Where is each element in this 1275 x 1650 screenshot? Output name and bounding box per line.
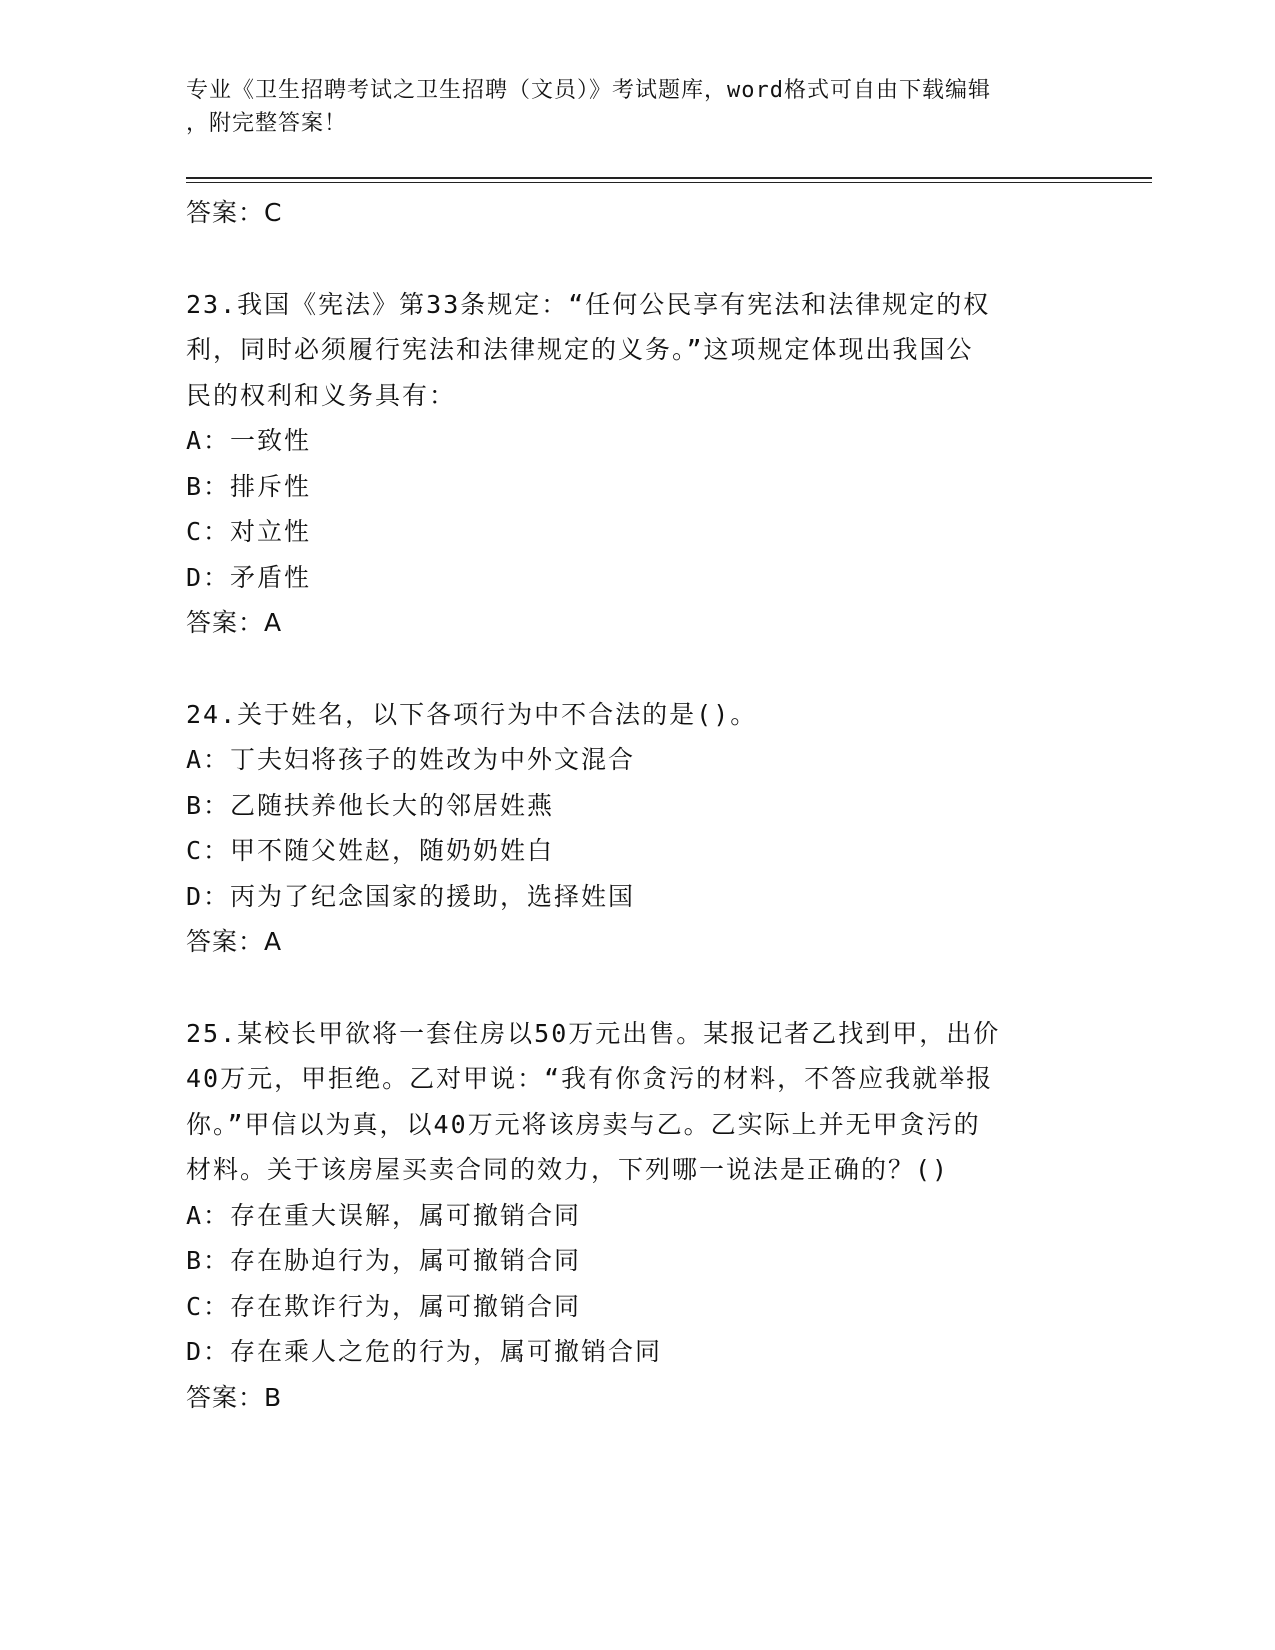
question-stem-line: 民的权利和义务具有： [186, 380, 457, 410]
question-stem-line: 25.某校长甲欲将一套住房以50万元出售。某报记者乙找到甲，出价 [186, 1018, 1001, 1048]
option-c: C：甲不随父姓赵，随奶奶姓白 [186, 836, 555, 865]
answer-q25: 答案：B [186, 1382, 283, 1412]
answer-q23: 答案：A [186, 608, 283, 637]
header-divider-thin [186, 182, 1152, 183]
option-d: D：丙为了纪念国家的援助，选择姓国 [186, 881, 636, 911]
option-b: B：存在胁迫行为，属可撤销合同 [186, 1246, 582, 1275]
option-b: B：乙随扶养他长大的邻居姓燕 [186, 790, 555, 820]
question-stem-line: 24.关于姓名，以下各项行为中不合法的是()。 [186, 699, 758, 729]
header-line-2: ，附完整答案！ [186, 111, 348, 136]
question-stem-line: 你。”甲信以为真，以40万元将该房卖与乙。乙实际上并无甲贪污的 [186, 1109, 981, 1139]
option-d: D：存在乘人之危的行为，属可撤销合同 [186, 1337, 663, 1366]
question-25 [186, 1011, 1086, 1421]
header-divider [186, 177, 1152, 179]
option-c: C：对立性 [186, 517, 312, 546]
question-stem-line: 材料。关于该房屋买卖合同的效力，下列哪一说法是正确的？() [186, 1155, 950, 1184]
question-stem-line: 利，同时必须履行宪法和法律规定的义务。”这项规定体现出我国公 [186, 335, 974, 364]
option-a: A：一致性 [186, 426, 312, 455]
option-a: A：丁夫妇将孩子的姓改为中外文混合 [186, 745, 636, 774]
question-stem-line: 40万元，甲拒绝。乙对甲说：“我有你贪污的材料，不答应我就举报 [186, 1064, 994, 1093]
question-list [186, 190, 1086, 1420]
question-stem-line: 23.我国《宪法》第33条规定：“任何公民享有宪法和法律规定的权 [186, 289, 991, 319]
option-d: D：矛盾性 [186, 562, 312, 592]
answer-q22: 答案：C [186, 198, 283, 227]
question-24 [186, 692, 1086, 965]
header-line-1: 专业《卫生招聘考试之卫生招聘（文员）》考试题库，word格式可自由下载编辑 [186, 78, 991, 103]
option-c: C：存在欺诈行为，属可撤销合同 [186, 1291, 582, 1321]
answer-q24: 答案：A [186, 927, 283, 956]
question-23 [186, 282, 1086, 646]
document-header [186, 74, 1086, 140]
option-a: A：存在重大误解，属可撤销合同 [186, 1200, 582, 1230]
option-b: B：排斥性 [186, 471, 312, 501]
